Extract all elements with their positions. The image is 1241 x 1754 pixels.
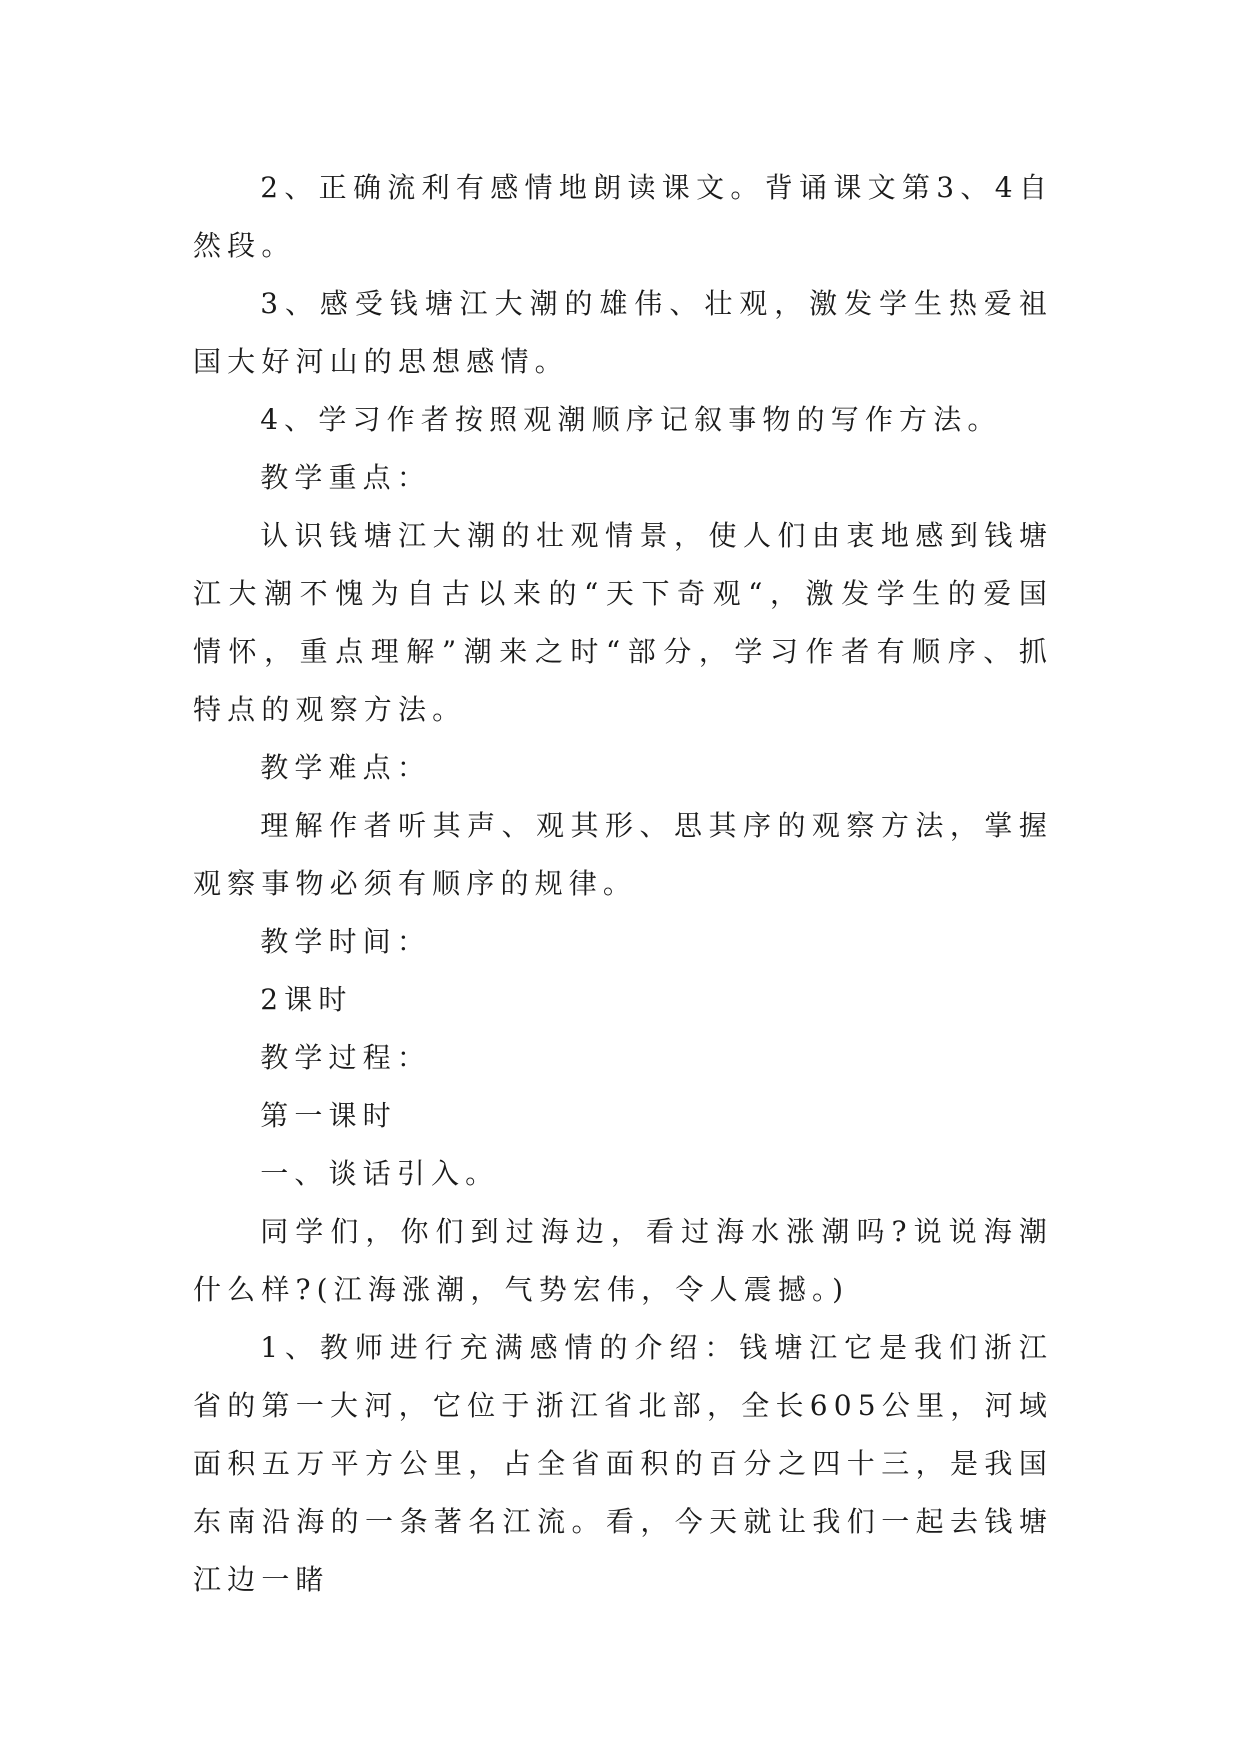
introduction-question-paragraph: 同学们，你们到过海边，看过海水涨潮吗?说说海潮什么样?(江海涨潮，气势宏伟，令人震撼。) bbox=[193, 1215, 1053, 1306]
key-points-paragraph: 认识钱塘江大潮的壮观情景，使人们由衷地感到钱塘江大潮不愧为自古以来的“天下奇观“，激发学生的爱国情怀，重点理解”潮来之时“部分，学习作者有顺序、抓特点的观察方法。 bbox=[193, 519, 1053, 726]
key-points-heading: 教学重点： bbox=[260, 461, 431, 494]
teaching-process-heading: 教学过程： bbox=[260, 1041, 431, 1074]
objective-2-paragraph: 2、正确流利有感情地朗读课文。背诵课文第3、4自然段。 bbox=[193, 171, 1053, 262]
objective-3-paragraph: 3、感受钱塘江大潮的雄伟、壮观，激发学生热爱祖国大好河山的思想感情。 bbox=[193, 287, 1053, 378]
first-lesson-heading: 第一课时 bbox=[260, 1099, 397, 1132]
teaching-time-value: 2课时 bbox=[260, 983, 353, 1016]
objective-4-paragraph: 4、学习作者按照观潮顺序记叙事物的写作方法。 bbox=[260, 403, 1002, 436]
introduction-heading: 一、谈话引入。 bbox=[260, 1157, 500, 1190]
teacher-introduction-paragraph: 1、教师进行充满感情的介绍：钱塘江它是我们浙江省的第一大河，它位于浙江省北部，全长605公里，河域面积五万平方公里，占全省面积的百分之四十三，是我国东南沿海的一条著名江流。看，今天就让我们一起去钱塘江边一睹 bbox=[193, 1331, 1053, 1596]
teaching-time-heading: 教学时间： bbox=[260, 925, 431, 958]
document-body bbox=[193, 159, 1053, 1609]
difficulties-paragraph: 理解作者听其声、观其形、思其序的观察方法，掌握观察事物必须有顺序的规律。 bbox=[193, 809, 1053, 900]
difficulties-heading: 教学难点： bbox=[260, 751, 431, 784]
